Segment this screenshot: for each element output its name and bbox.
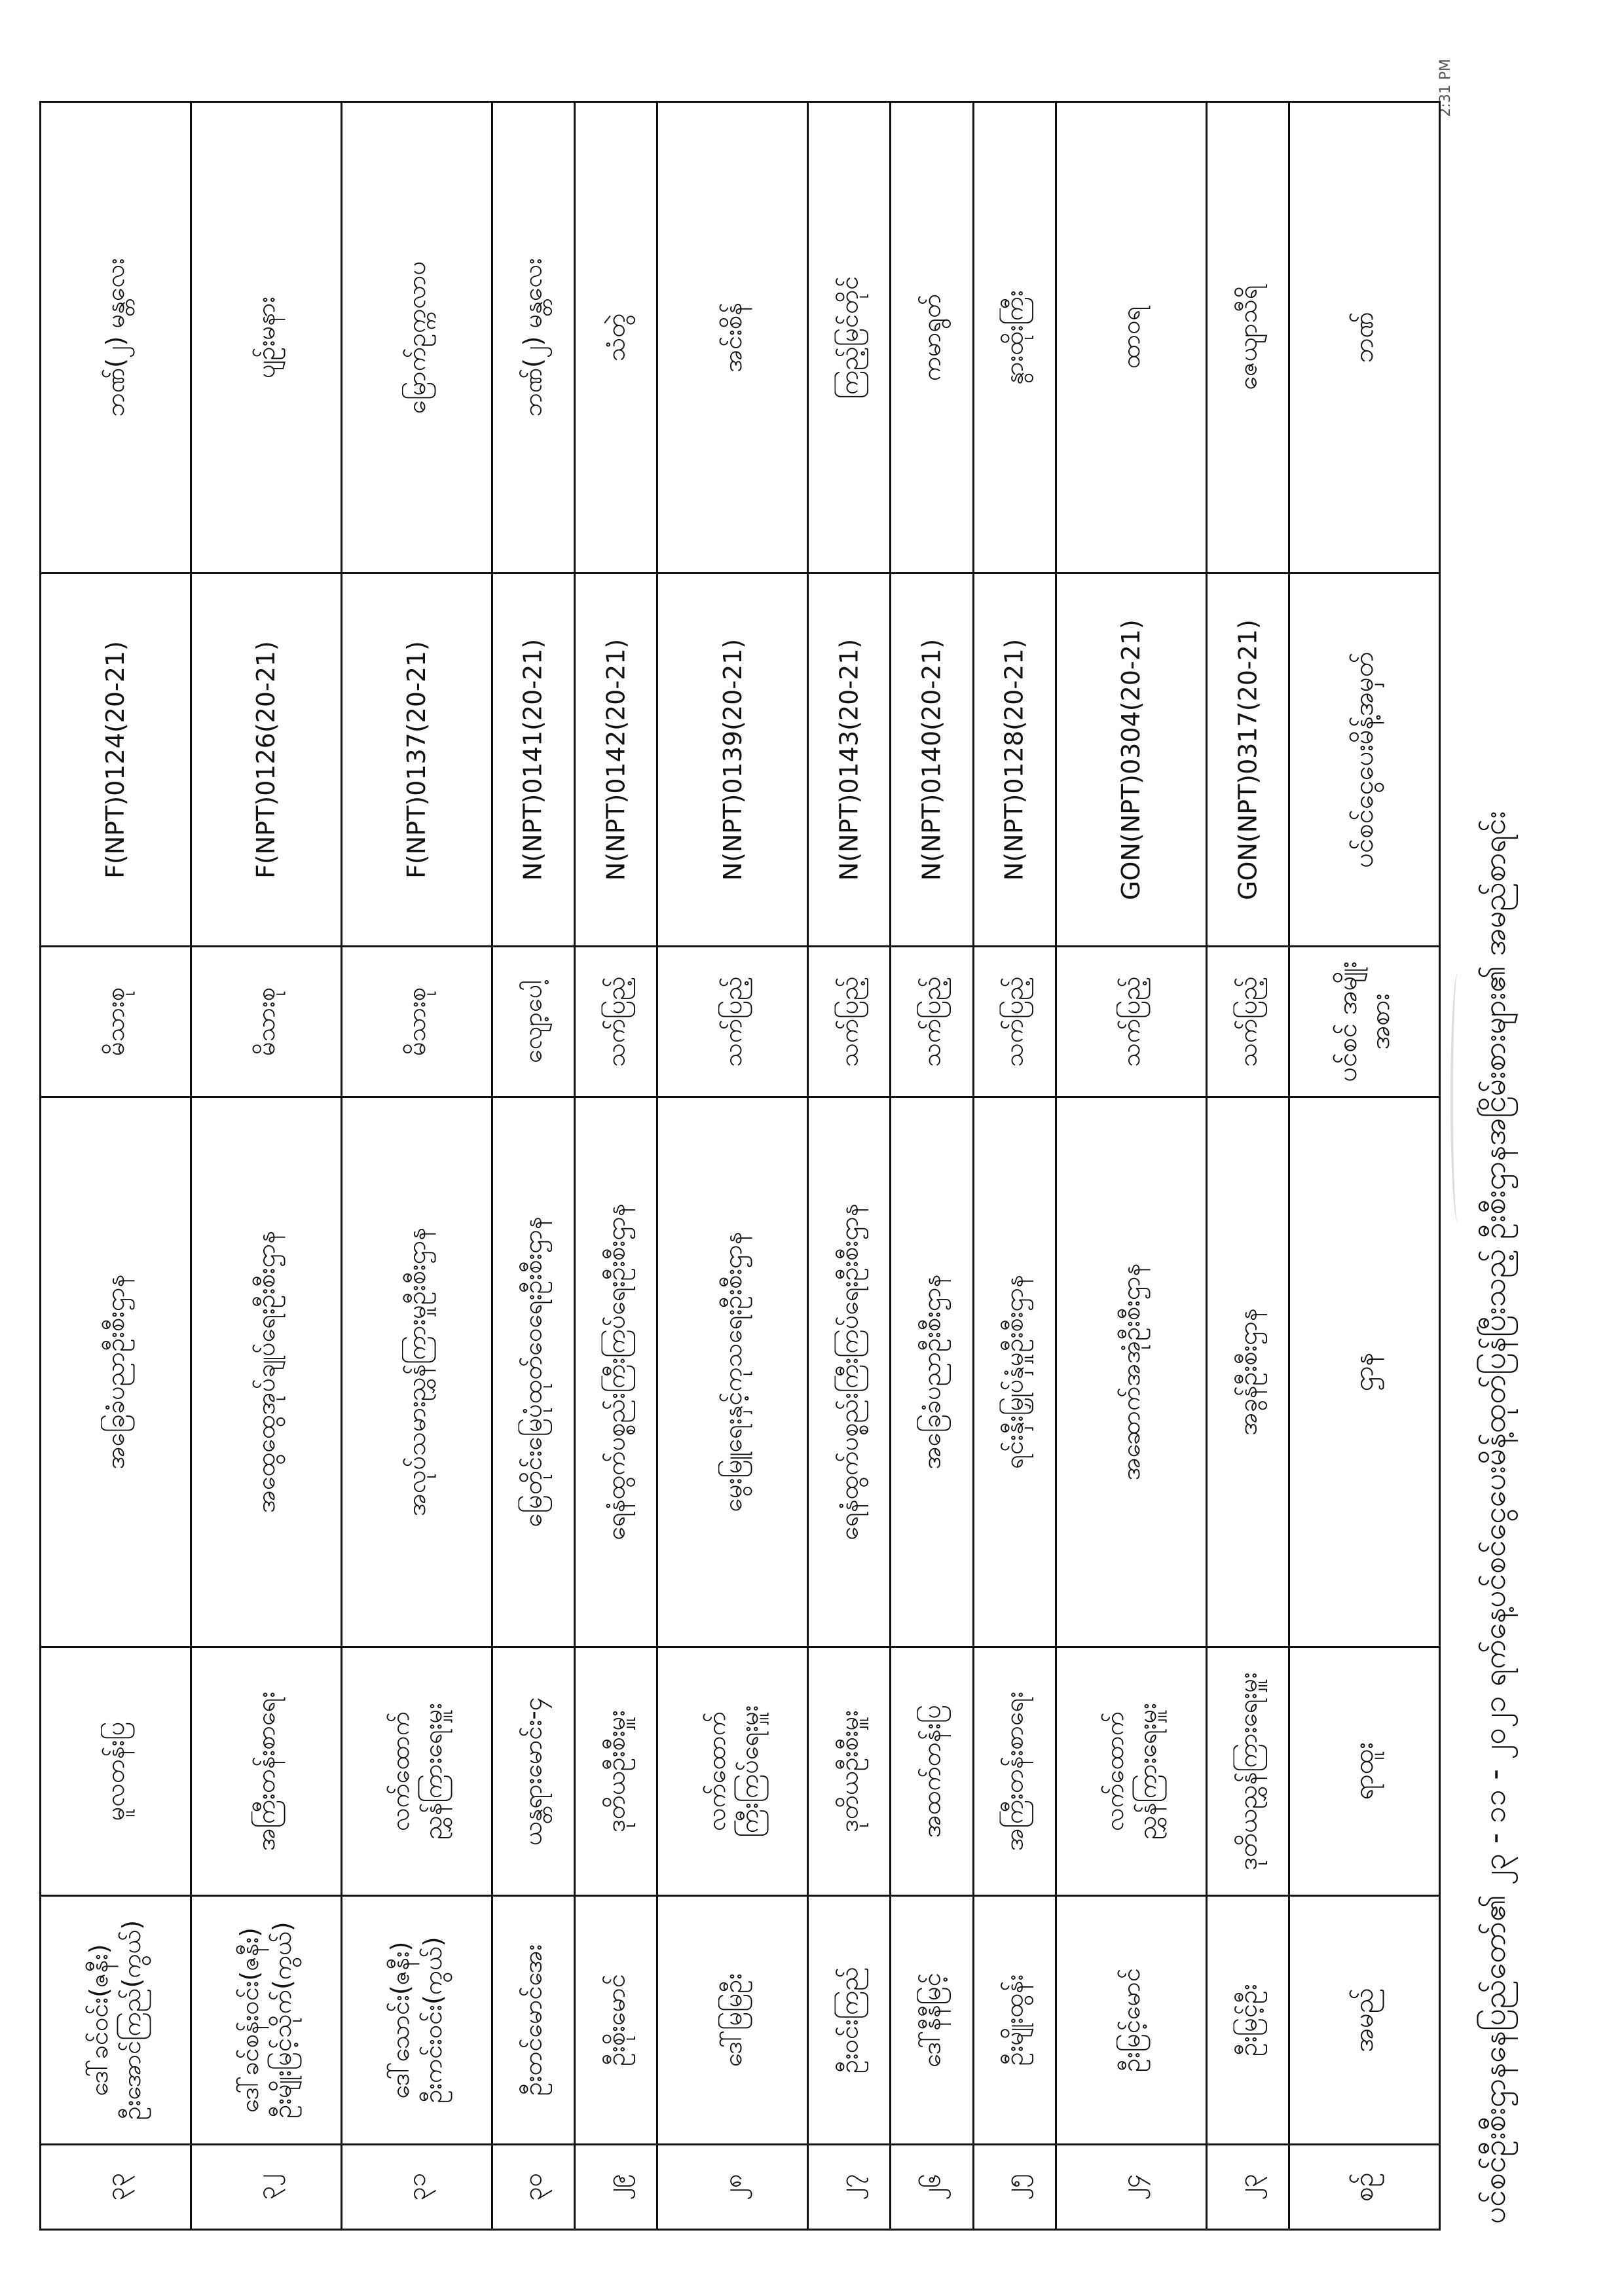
header-license: ပင်စင်ငွေပေးမိန့်အမှတ် [1289, 574, 1440, 947]
department-cell: မွေးမြူရေးနှင့်ကုသရေးဦးစီးဌာန [657, 1097, 808, 1647]
bank-region-cell: ထာဝရ [1056, 102, 1207, 574]
row-number-cell: ၃၀ [492, 2145, 574, 2230]
position-cell: လက်ထောက် ကြီးကြပ်ရေးမှူး [657, 1647, 808, 1896]
position-cell: အကြီးတန်းစာရေး [973, 1647, 1056, 1896]
position-cell: အထက်တန်းပြ [891, 1647, 973, 1896]
position-cell: အကြီးတန်းစာရေး [191, 1647, 341, 1896]
department-cell: မြေတိုင်းမြေပုံထုတ်ဝေရေးဦးစီးဌာန [492, 1097, 574, 1647]
department-cell: ရင်းနှီးမြှုပ်နှံမှုဦးစီးဌာန [973, 1097, 1056, 1647]
person-name-cell: ဦးမြင့်မောင် [1056, 1896, 1207, 2145]
license-number-cell: N(NPT)0140(20-21) [891, 574, 973, 947]
document-title: ပင်စင်ဦးစီးဌာနနေပြည်တော်၏ ၂၃ - ၁၁ - ၂၀၂၁ ရက်နေ့ပင်စင်ငွေပေးမိန့်ထုတ်ပြန်ပြီးသည့် ဦးစီးဌာနအငြိမ်းစားများ၏ အမည်စာရင်း [1477, 811, 1512, 2224]
header-position: ရာထူး [1289, 1647, 1440, 1896]
header-name: အမည် [1289, 1896, 1440, 2145]
table-body [41, 102, 1440, 2230]
pension-type-cell: မိသားစု [191, 947, 341, 1097]
bank-region-cell: ဘဏ်(၂) မန္တလေး [41, 102, 191, 574]
row-number-cell: ၂၃ [1206, 2145, 1289, 2230]
department-cell: အထွေထွေအုပ်ချုပ်ရေးဦးစီးဌာန [191, 1097, 341, 1647]
table-row [973, 102, 1056, 2230]
header-department: ဌာန [1289, 1097, 1440, 1647]
bank-region-cell: အင်းစိန် [657, 102, 808, 574]
pension-type-cell: မိသားစု [341, 947, 492, 1097]
bank-region-cell: ဇေယျာသီရိ [1206, 102, 1289, 574]
position-cell: လက်ထောက် ညွှန်ကြားရေးမှူး [341, 1647, 492, 1896]
department-cell: ရေနံထွက်ပစ္စည်းကြီးကြပ်ရေးဦးစီးဌာန [808, 1097, 891, 1647]
scan-artifact [1450, 974, 1465, 1222]
pension-type-cell: သက်ပြည့် [891, 947, 973, 1097]
position-cell: ယန္တရားမောင်း-၄ [492, 1647, 574, 1896]
position-cell: ဒုတိယဦးစီးမှူး [808, 1647, 891, 1896]
license-number-cell: N(NPT)0143(20-21) [808, 574, 891, 947]
person-name-cell: ဒေါ်ခင်စန်းဝင်း(ဇနီး) ဦးမျိုးမြင့်သိုက်(ကွယ်) [191, 1896, 341, 2145]
row-number-cell: ၂၉ [574, 2145, 657, 2230]
table-row [41, 102, 191, 2230]
department-cell: အခြေခံပညာဦးစီးဌာန [41, 1097, 191, 1647]
fax-timestamp: 2:31 PM [1437, 59, 1454, 117]
table-row [341, 102, 492, 2230]
bank-region-cell: ကြည့်မြင်တိုင် [808, 102, 891, 574]
person-name-cell: ဦးတင်မောင်အေး [492, 1896, 574, 2145]
table-row [1056, 102, 1207, 2230]
person-name-cell: ဦးမျိုးထွန်း [973, 1896, 1056, 2145]
bank-region-cell: ပျဉ်းမနား [191, 102, 341, 574]
department-cell: အလုပ်သမားညွှန်ကြားမှုဦးစီးဌာန [341, 1097, 492, 1647]
pension-type-cell: သက်ပြည့် [1206, 947, 1289, 1097]
license-number-cell: F(NPT)0137(20-21) [341, 574, 492, 947]
table-row [191, 102, 341, 2230]
person-name-cell: ဒေါ်ခင်ဝင်း(ဇနီး) ဦးအောင်ကြည်(ကွယ်) [41, 1896, 191, 2145]
pension-type-cell: လျော့ပေါ့ [492, 947, 574, 1097]
license-number-cell: N(NPT)0142(20-21) [574, 574, 657, 947]
pension-type-cell: သက်ပြည့် [657, 947, 808, 1097]
table-row [891, 102, 973, 2230]
position-cell: မူလတန်းပြ [41, 1647, 191, 1896]
department-cell: အဆောက်အအုံဦးစီးဌာန [1056, 1097, 1207, 1647]
table-row [574, 102, 657, 2230]
department-cell: အခွန်ဦးစီးဌာန [1206, 1097, 1289, 1647]
person-name-cell: ဒေါ်နီနီမြင့် [891, 1896, 973, 2145]
license-number-cell: GON(NPT)0317(20-21) [1206, 574, 1289, 947]
row-number-cell: ၃၁ [341, 2145, 492, 2230]
position-cell: လက်ထောက် ညွှန်ကြားရေးမှူး [1056, 1647, 1207, 1896]
pension-type-cell: မိသားစု [41, 947, 191, 1097]
position-cell: ဒုတိယဦးစီးမှူး [574, 1647, 657, 1896]
header-pension-type: ပင်စင် အမျိုးအစား [1289, 947, 1440, 1097]
table-row [1206, 102, 1289, 2230]
license-number-cell: GON(NPT)0304(20-21) [1056, 574, 1207, 947]
row-number-cell: ၂၄ [1056, 2145, 1207, 2230]
pension-type-cell: သက်ပြည့် [808, 947, 891, 1097]
license-number-cell: F(NPT)0126(20-21) [191, 574, 341, 947]
pension-type-cell: သက်ပြည့် [1056, 947, 1207, 1097]
person-name-cell: ဒေါ်မြမြဦး [657, 1896, 808, 2145]
license-number-cell: N(NPT)0139(20-21) [657, 574, 808, 947]
header-no: စဉ် [1289, 2145, 1440, 2230]
header-row [1289, 102, 1440, 2230]
department-cell: ရေနံထွက်ပစ္စည်းကြီးကြပ်ရေးဦးစီးဌာန [574, 1097, 657, 1647]
table-row [657, 102, 808, 2230]
row-number-cell: ၂၇ [808, 2145, 891, 2230]
license-number-cell: N(NPT)0141(20-21) [492, 574, 574, 947]
bank-region-cell: ကမာရွတ် [891, 102, 973, 574]
bank-region-cell: သံတွဲ [574, 102, 657, 574]
person-name-cell: ဦးမြင့်ဦး [1206, 1896, 1289, 2145]
pension-type-cell: သက်ပြည့် [574, 947, 657, 1097]
row-number-cell: ၂၆ [891, 2145, 973, 2230]
bank-region-cell: မြောက်ဥက္ကလာပ [341, 102, 492, 574]
pension-list-table [39, 101, 1441, 2231]
person-name-cell: ဒေါ်သောင်း(ဇနီး) ဦးကင်းဝင်း(ကွယ်) [341, 1896, 492, 2145]
table-row [808, 102, 891, 2230]
person-name-cell: ဦးဝင်းကြည် [808, 1896, 891, 2145]
license-number-cell: N(NPT)0128(20-21) [973, 574, 1056, 947]
license-number-cell: F(NPT)0124(20-21) [41, 574, 191, 947]
pension-type-cell: သက်ပြည့် [973, 947, 1056, 1097]
department-cell: အခြေခံပညာဦးစီးဌာန [891, 1097, 973, 1647]
row-number-cell: ၃၃ [41, 2145, 191, 2230]
header-region: ဘဏ် [1289, 102, 1440, 574]
row-number-cell: ၂၈ [657, 2145, 808, 2230]
bank-region-cell: ဘဏ်(၂) မန္တလေး [492, 102, 574, 574]
bank-region-cell: နွားထိုးကြီး [973, 102, 1056, 574]
table-row [492, 102, 574, 2230]
position-cell: ဒုတိယညွှန်ကြားရေးမှူး [1206, 1647, 1289, 1896]
row-number-cell: ၂၅ [973, 2145, 1056, 2230]
person-name-cell: ဦးစိုးမောင် [574, 1896, 657, 2145]
row-number-cell: ၃၂ [191, 2145, 341, 2230]
